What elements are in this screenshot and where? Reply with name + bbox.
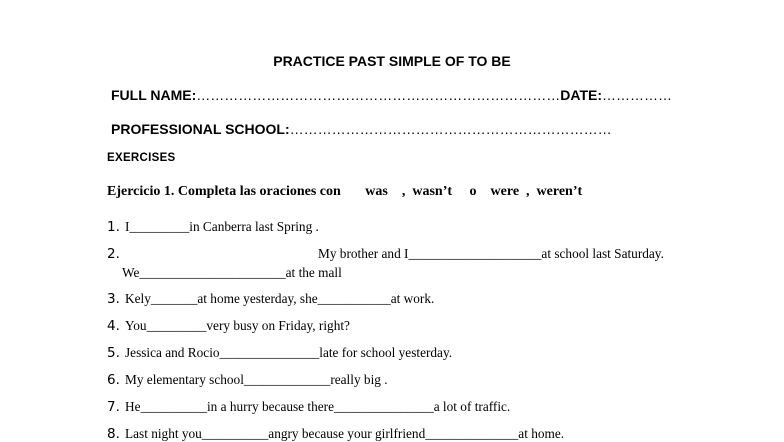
full-name-line [111, 87, 672, 103]
item-number: 8. [107, 426, 120, 442]
date-blank: …………… [602, 87, 673, 103]
school-line [111, 121, 612, 137]
item-text: Last night you__________angry because your girlfriend______________at home. [125, 426, 565, 441]
item-number: 1. [107, 219, 120, 235]
item-text: He__________in a hurry because there_______________a lot of traffic. [125, 399, 511, 414]
exercise-item [107, 345, 452, 361]
exercise-item [107, 246, 664, 262]
item-number: 6. [107, 372, 120, 388]
exercise-instruction: Ejercicio 1. Completa las oraciones con was , wasn’t o were , weren’t [107, 184, 583, 199]
item-number: 5. [107, 345, 120, 361]
item-number: 7. [107, 399, 120, 415]
item-text: You_________very busy on Friday, right? [125, 318, 350, 333]
item-text: I_________in Canberra last Spring . [125, 219, 319, 234]
exercise-item [107, 426, 564, 442]
exercise-item [107, 318, 350, 334]
item-text: Kely_______at home yesterday, she___________at work. [125, 291, 435, 306]
item-number: 4. [107, 318, 120, 334]
item-number: 2. [107, 246, 120, 262]
school-label: PROFESSIONAL SCHOOL: [111, 121, 290, 137]
exercise-item-continuation [122, 265, 342, 281]
exercise-item [107, 219, 319, 235]
exercises-heading: EXERCISES [107, 152, 176, 164]
page-title: PRACTICE PAST SIMPLE OF TO BE [273, 53, 511, 69]
full-name-label: FULL NAME: [111, 87, 197, 103]
item-text: My brother and I____________________at school last Saturday. [318, 246, 664, 261]
exercise-item [107, 399, 510, 415]
full-name-blank: …………………………………………………………………… [196, 87, 561, 103]
item-text: We______________________at the mall [122, 265, 342, 280]
item-text: Jessica and Rocio_______________late for school yesterday. [125, 345, 453, 360]
school-blank: …………………………………………………………… [289, 121, 612, 137]
item-number: 3. [107, 291, 120, 307]
exercise-item [107, 372, 388, 388]
date-label: DATE: [560, 87, 603, 103]
item-text: My elementary school_____________really big . [125, 372, 388, 387]
exercise-item [107, 291, 434, 307]
